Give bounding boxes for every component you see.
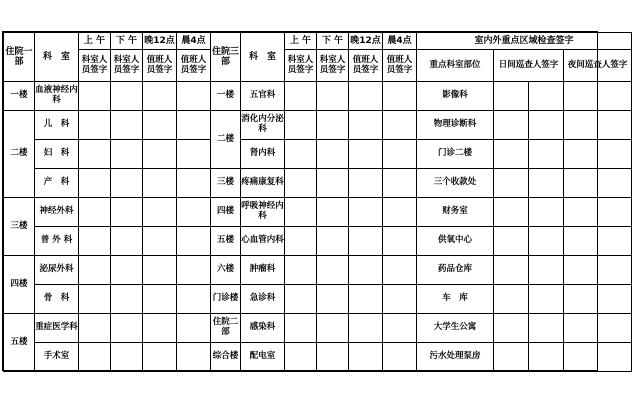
table-row — [4, 256, 632, 285]
header-night-mid: 晚12点 — [349, 33, 383, 50]
sign-cell[interactable] — [79, 256, 111, 285]
sign-cell[interactable] — [529, 198, 564, 227]
header-sign-duty-left-night: 值班人员签字 — [143, 50, 177, 82]
sign-cell[interactable] — [111, 343, 143, 372]
sign-cell[interactable] — [285, 169, 317, 198]
area-7: 药品仓库 — [417, 256, 494, 285]
sign-cell[interactable] — [349, 343, 383, 372]
floor-mid-5: 五楼 — [211, 227, 241, 256]
sign-cell[interactable] — [317, 227, 349, 256]
table-row — [4, 82, 632, 111]
sign-cell[interactable] — [383, 314, 417, 343]
sign-cell[interactable] — [177, 314, 211, 343]
room-mid-8: 急诊科 — [241, 285, 285, 314]
sign-cell[interactable] — [111, 111, 143, 140]
sign-cell[interactable] — [285, 82, 317, 111]
sign-cell[interactable] — [529, 285, 564, 314]
sign-cell[interactable] — [143, 285, 177, 314]
floor-left-5: 五楼 — [4, 314, 35, 372]
room-mid-1: 五官科 — [241, 82, 285, 111]
table-row — [4, 343, 632, 372]
sign-cell[interactable] — [383, 169, 417, 198]
sign-cell[interactable] — [598, 314, 632, 343]
sign-cell[interactable] — [79, 198, 111, 227]
sign-cell[interactable] — [317, 140, 349, 169]
sign-cell[interactable] — [285, 198, 317, 227]
sign-cell[interactable] — [564, 169, 598, 198]
sign-cell[interactable] — [564, 198, 598, 227]
header-sign-room-mid-pm: 科室人员签字 — [317, 50, 349, 82]
sign-cell[interactable] — [564, 227, 598, 256]
sign-cell[interactable] — [494, 169, 529, 198]
sign-cell[interactable] — [317, 111, 349, 140]
sign-cell[interactable] — [598, 285, 632, 314]
sign-cell[interactable] — [111, 82, 143, 111]
sign-cell[interactable] — [317, 314, 349, 343]
sign-cell[interactable] — [349, 314, 383, 343]
header-dept1: 住院一部 — [4, 33, 35, 82]
floor-left-4: 四楼 — [4, 256, 35, 314]
inspection-sign-table — [2, 31, 628, 371]
header-pm-left: 下 午 — [111, 33, 143, 50]
sign-cell[interactable] — [383, 285, 417, 314]
sign-cell[interactable] — [285, 227, 317, 256]
sign-cell[interactable] — [111, 198, 143, 227]
sign-cell[interactable] — [598, 343, 632, 372]
room-mid-4: 疼痛康复科 — [241, 169, 285, 198]
sign-cell[interactable] — [349, 256, 383, 285]
header-room-left: 科 室 — [35, 33, 79, 82]
room-left-9: 重症医学科 — [35, 314, 79, 343]
header-am-left: 上 午 — [79, 33, 111, 50]
sign-cell[interactable] — [143, 227, 177, 256]
header-sign-duty-left-early: 值班人员签字 — [177, 50, 211, 82]
sign-cell[interactable] — [598, 198, 632, 227]
sign-cell[interactable] — [111, 314, 143, 343]
sign-cell[interactable] — [285, 111, 317, 140]
sign-cell[interactable] — [349, 169, 383, 198]
sign-cell[interactable] — [177, 227, 211, 256]
room-left-6: 普 外 科 — [35, 227, 79, 256]
sign-cell[interactable] — [285, 285, 317, 314]
floor-left-3: 三楼 — [4, 198, 35, 256]
area-2: 物理诊断科 — [417, 111, 494, 140]
sign-cell[interactable] — [494, 140, 529, 169]
floor-mid-4: 四楼 — [211, 198, 241, 227]
sign-cell[interactable] — [494, 256, 529, 285]
area-1: 影像科 — [417, 82, 494, 111]
sign-cell[interactable] — [598, 169, 632, 198]
sign-cell[interactable] — [529, 314, 564, 343]
room-left-8: 骨 科 — [35, 285, 79, 314]
room-mid-5: 呼吸神经内科 — [241, 198, 285, 227]
sign-cell[interactable] — [564, 314, 598, 343]
sign-cell[interactable] — [349, 198, 383, 227]
sign-cell[interactable] — [529, 256, 564, 285]
room-mid-3: 肾内科 — [241, 140, 285, 169]
sign-cell[interactable] — [598, 82, 632, 111]
table-row — [4, 169, 632, 198]
header-sign-room-left-pm: 科室人员签字 — [111, 50, 143, 82]
sign-cell[interactable] — [383, 82, 417, 111]
sign-cell[interactable] — [143, 82, 177, 111]
room-left-5: 神经外科 — [35, 198, 79, 227]
sign-cell[interactable] — [177, 256, 211, 285]
area-6: 供氧中心 — [417, 227, 494, 256]
sign-cell[interactable] — [177, 140, 211, 169]
sign-cell[interactable] — [529, 227, 564, 256]
floor-mid-1: 一楼 — [211, 82, 241, 111]
sign-cell[interactable] — [111, 169, 143, 198]
sign-cell[interactable] — [317, 256, 349, 285]
table-row — [4, 285, 632, 314]
room-mid-9: 感染科 — [241, 314, 285, 343]
room-mid-6: 心血管内科 — [241, 227, 285, 256]
room-left-7: 泌尿外科 — [35, 256, 79, 285]
sign-cell[interactable] — [564, 111, 598, 140]
sign-cell[interactable] — [177, 343, 211, 372]
area-8: 车 库 — [417, 285, 494, 314]
sign-cell[interactable] — [317, 343, 349, 372]
sign-cell[interactable] — [598, 111, 632, 140]
sign-cell[interactable] — [529, 140, 564, 169]
sign-cell[interactable] — [143, 343, 177, 372]
sign-cell[interactable] — [143, 256, 177, 285]
sign-cell[interactable] — [529, 169, 564, 198]
sign-cell[interactable] — [285, 140, 317, 169]
sign-cell[interactable] — [79, 169, 111, 198]
sign-cell[interactable] — [383, 111, 417, 140]
header-early-left: 晨4点 — [177, 33, 211, 50]
room-left-2: 儿 科 — [35, 111, 79, 140]
sign-cell[interactable] — [564, 256, 598, 285]
floor-mid-9: 综合楼 — [211, 343, 241, 372]
room-left-1: 血液神经内科 — [35, 82, 79, 111]
sign-cell[interactable] — [143, 140, 177, 169]
sign-cell[interactable] — [177, 82, 211, 111]
sign-cell[interactable] — [349, 111, 383, 140]
sign-cell[interactable] — [79, 111, 111, 140]
area-9: 大学生公寓 — [417, 314, 494, 343]
floor-left-2: 二楼 — [4, 111, 35, 198]
sign-cell[interactable] — [529, 82, 564, 111]
header-dept3: 住院三部 — [211, 33, 241, 82]
sign-cell[interactable] — [143, 314, 177, 343]
sign-cell[interactable] — [317, 198, 349, 227]
table-row — [4, 227, 632, 256]
sign-cell[interactable] — [349, 285, 383, 314]
room-left-3: 妇 科 — [35, 140, 79, 169]
floor-mid-2: 二楼 — [211, 111, 241, 169]
sign-cell[interactable] — [494, 198, 529, 227]
sign-cell[interactable] — [79, 140, 111, 169]
sign-cell[interactable] — [79, 314, 111, 343]
sign-table — [3, 32, 632, 372]
table-row — [4, 140, 632, 169]
sign-cell[interactable] — [383, 343, 417, 372]
table-row — [4, 314, 632, 343]
header-inspection: 室内外重点区域检查签字 — [417, 33, 632, 50]
header-day-patrol: 日间巡查人签字 — [494, 50, 564, 82]
floor-mid-6: 六楼 — [211, 256, 241, 285]
sign-cell[interactable] — [177, 169, 211, 198]
sign-cell[interactable] — [598, 227, 632, 256]
header-sign-duty-mid-early: 值班人员签字 — [383, 50, 417, 82]
sign-cell[interactable] — [494, 285, 529, 314]
header-sign-room-left-am: 科室人员签字 — [79, 50, 111, 82]
floor-left-1: 一楼 — [4, 82, 35, 111]
sign-cell[interactable] — [143, 169, 177, 198]
sign-cell[interactable] — [494, 111, 529, 140]
sign-cell[interactable] — [383, 198, 417, 227]
sign-cell[interactable] — [317, 169, 349, 198]
sign-cell[interactable] — [111, 285, 143, 314]
sign-cell[interactable] — [349, 140, 383, 169]
sign-cell[interactable] — [143, 198, 177, 227]
header-early-mid: 晨4点 — [383, 33, 417, 50]
floor-mid-8: 住院二部 — [211, 314, 241, 343]
table-row — [4, 111, 632, 140]
sign-cell[interactable] — [564, 140, 598, 169]
sign-cell[interactable] — [598, 256, 632, 285]
header-room-mid: 科 室 — [241, 33, 285, 82]
sign-cell[interactable] — [494, 314, 529, 343]
sign-cell[interactable] — [143, 111, 177, 140]
area-4: 三个收款处 — [417, 169, 494, 198]
header-sign-room-mid-am: 科室人员签字 — [285, 50, 317, 82]
area-5: 财务室 — [417, 198, 494, 227]
sign-cell[interactable] — [317, 82, 349, 111]
sign-cell[interactable] — [349, 82, 383, 111]
sign-cell[interactable] — [317, 285, 349, 314]
sign-cell[interactable] — [111, 256, 143, 285]
sign-cell[interactable] — [177, 285, 211, 314]
sign-cell[interactable] — [564, 343, 598, 372]
room-left-4: 产 科 — [35, 169, 79, 198]
floor-mid-3: 三楼 — [211, 169, 241, 198]
sign-cell[interactable] — [111, 227, 143, 256]
header-night-patrol: 夜间巡查人签字 — [564, 50, 632, 82]
header-night-left: 晚12点 — [143, 33, 177, 50]
sign-cell[interactable] — [383, 227, 417, 256]
sign-cell[interactable] — [494, 82, 529, 111]
room-mid-2: 消化内分泌科 — [241, 111, 285, 140]
sign-cell[interactable] — [529, 111, 564, 140]
sign-cell[interactable] — [383, 140, 417, 169]
sign-cell[interactable] — [285, 314, 317, 343]
sign-cell[interactable] — [564, 82, 598, 111]
room-left-10: 手术室 — [35, 343, 79, 372]
sign-cell[interactable] — [79, 227, 111, 256]
floor-mid-7: 门诊楼 — [211, 285, 241, 314]
sign-cell[interactable] — [177, 111, 211, 140]
sign-cell[interactable] — [383, 256, 417, 285]
sign-cell[interactable] — [494, 343, 529, 372]
sign-cell[interactable] — [349, 227, 383, 256]
header-am-mid: 上 午 — [285, 33, 317, 50]
header-pm-mid: 下 午 — [317, 33, 349, 50]
area-3: 门诊二楼 — [417, 140, 494, 169]
sign-cell[interactable] — [529, 343, 564, 372]
area-10: 污水处理泵房 — [417, 343, 494, 372]
sign-cell[interactable] — [79, 285, 111, 314]
sign-cell[interactable] — [285, 256, 317, 285]
table-row — [4, 198, 632, 227]
sign-cell[interactable] — [598, 140, 632, 169]
sign-cell[interactable] — [79, 343, 111, 372]
sign-cell[interactable] — [79, 82, 111, 111]
room-mid-10: 配电室 — [241, 343, 285, 372]
sign-cell[interactable] — [177, 198, 211, 227]
sign-cell[interactable] — [564, 285, 598, 314]
sign-cell[interactable] — [285, 343, 317, 372]
sign-cell[interactable] — [494, 227, 529, 256]
room-mid-7: 肿瘤科 — [241, 256, 285, 285]
sign-cell[interactable] — [111, 140, 143, 169]
header-sign-duty-mid-night: 值班人员签字 — [349, 50, 383, 82]
header-key-area: 重点科室部位 — [417, 50, 494, 82]
